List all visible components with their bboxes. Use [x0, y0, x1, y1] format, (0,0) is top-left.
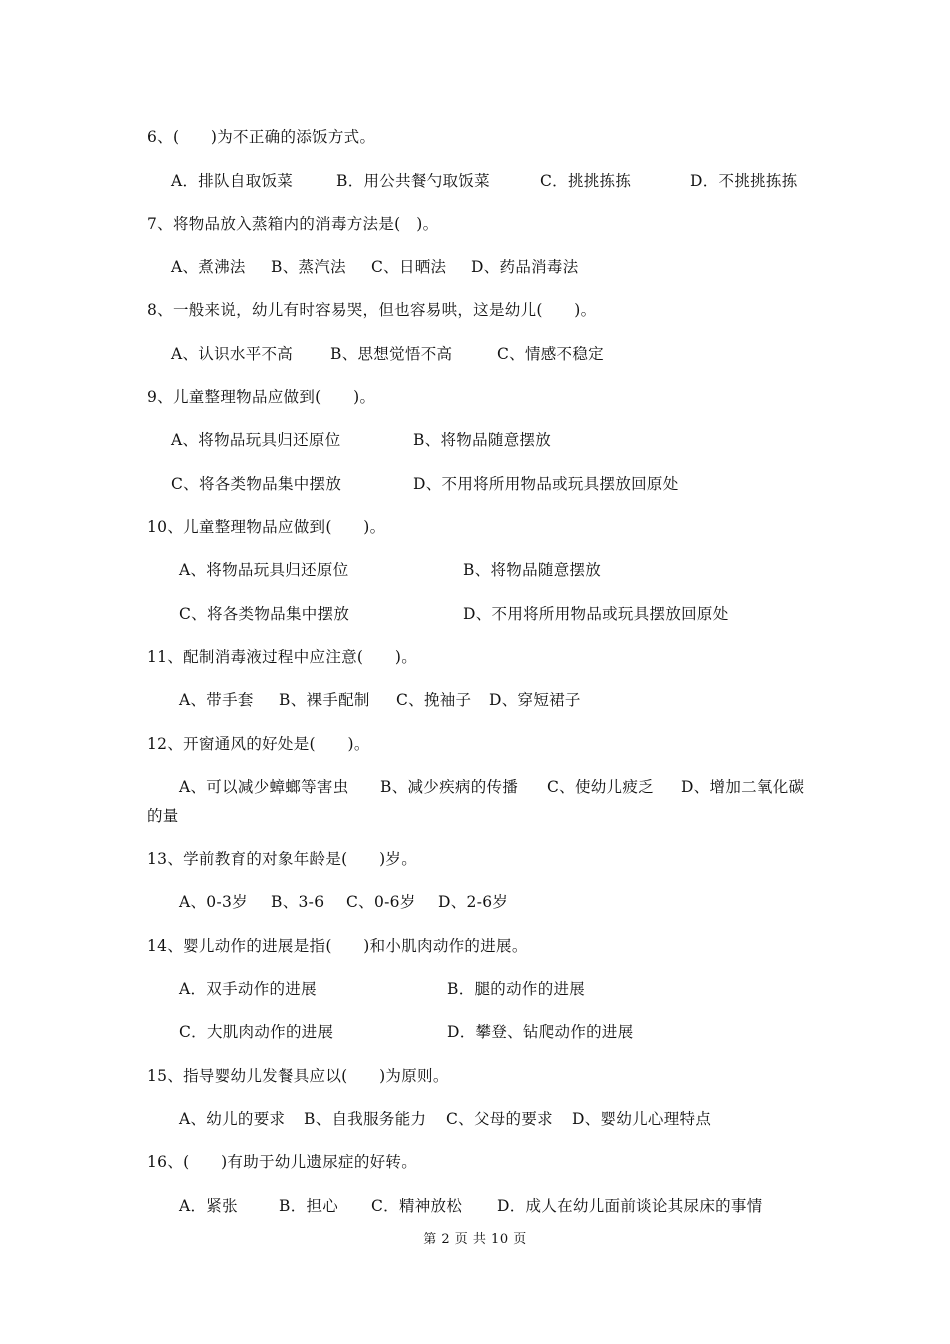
question-14-option-a: A．双手动作的进展	[179, 980, 317, 998]
page-footer: 第 2 页 共 10 页	[423, 1232, 527, 1247]
question-9-option-b: B、将物品随意摆放	[413, 431, 552, 449]
question-11-option-c: C、挽袖子	[396, 691, 472, 709]
question-11-option-d: D、穿短裙子	[489, 691, 581, 709]
question-10-option-c: C、将各类物品集中摆放	[179, 605, 350, 623]
question-8-stem: 8、一般来说，幼儿有时容易哭，但也容易哄，这是幼儿( )。	[147, 301, 597, 319]
question-16-option-a: A．紧张	[179, 1197, 238, 1215]
question-7-stem: 7、将物品放入蒸箱内的消毒方法是( )。	[147, 215, 439, 233]
question-6-option-d: D．不挑挑拣拣	[690, 172, 798, 190]
question-10-option-b: B、将物品随意摆放	[463, 561, 602, 579]
question-9-option-d: D、不用将所用物品或玩具摆放回原处	[413, 475, 679, 493]
question-8-option-c: C、情感不稳定	[497, 345, 604, 363]
question-14-stem: 14、婴儿动作的进展是指( )和小肌肉动作的进展。	[147, 937, 528, 955]
question-9-stem: 9、儿童整理物品应做到( )。	[147, 388, 376, 406]
question-8-option-a: A、认识水平不高	[171, 345, 294, 363]
question-15-option-c: C、父母的要求	[446, 1110, 553, 1128]
question-7-option-c: C、日晒法	[371, 258, 447, 276]
question-11-option-b: B、裸手配制	[279, 691, 370, 709]
question-13-stem: 13、学前教育的对象年龄是( )岁。	[147, 850, 418, 868]
question-15-option-d: D、婴幼儿心理特点	[572, 1110, 712, 1128]
question-14-option-d: D．攀登、钻爬动作的进展	[447, 1023, 634, 1041]
question-16-option-d: D．成人在幼儿面前谈论其尿床的事情	[497, 1197, 763, 1215]
question-12-option-d: D、增加二氧化碳	[681, 778, 805, 796]
question-7-option-b: B、蒸汽法	[271, 258, 346, 276]
question-6-option-b: B．用公共餐勺取饭菜	[336, 172, 490, 190]
question-16-option-c: C．精神放松	[371, 1197, 463, 1215]
question-12-option-b: B、减少疾病的传播	[380, 778, 519, 796]
question-13-option-b: B、3-6	[271, 893, 325, 911]
question-12-option-d-wrap: 的量	[147, 807, 179, 825]
question-11-stem: 11、配制消毒液过程中应注意( )。	[147, 648, 418, 666]
question-10-option-a: A、将物品玩具归还原位	[179, 561, 349, 579]
question-13-option-c: C、0-6岁	[346, 893, 416, 911]
question-6-option-a: A．排队自取饭菜	[171, 172, 294, 190]
question-6-option-c: C．挑挑拣拣	[540, 172, 632, 190]
question-13-option-a: A、0-3岁	[179, 893, 248, 911]
question-13-option-d: D、2-6岁	[438, 893, 509, 911]
question-7-option-a: A、煮沸法	[171, 258, 246, 276]
question-14-option-b: B．腿的动作的进展	[447, 980, 586, 998]
question-15-option-b: B、自我服务能力	[304, 1110, 427, 1128]
question-14-option-c: C．大肌肉动作的进展	[179, 1023, 334, 1041]
question-10-option-d: D、不用将所用物品或玩具摆放回原处	[463, 605, 729, 623]
question-9-option-c: C、将各类物品集中摆放	[171, 475, 342, 493]
question-11-option-a: A、带手套	[179, 691, 254, 709]
question-6-stem: 6、( )为不正确的添饭方式。	[147, 128, 376, 146]
question-12-stem: 12、开窗通风的好处是( )。	[147, 735, 370, 753]
question-9-option-a: A、将物品玩具归还原位	[171, 431, 341, 449]
question-15-stem: 15、指导婴幼儿发餐具应以( )为原则。	[147, 1067, 449, 1085]
question-8-option-b: B、思想觉悟不高	[330, 345, 453, 363]
question-7-option-d: D、药品消毒法	[471, 258, 579, 276]
question-10-stem: 10、儿童整理物品应做到( )。	[147, 518, 386, 536]
question-12-option-c: C、使幼儿疲乏	[547, 778, 654, 796]
question-12-option-a: A、可以减少蟑螂等害虫	[179, 778, 349, 796]
question-16-stem: 16、( )有助于幼儿遗尿症的好转。	[147, 1153, 418, 1171]
question-16-option-b: B．担心	[279, 1197, 339, 1215]
question-15-option-a: A、幼儿的要求	[179, 1110, 286, 1128]
